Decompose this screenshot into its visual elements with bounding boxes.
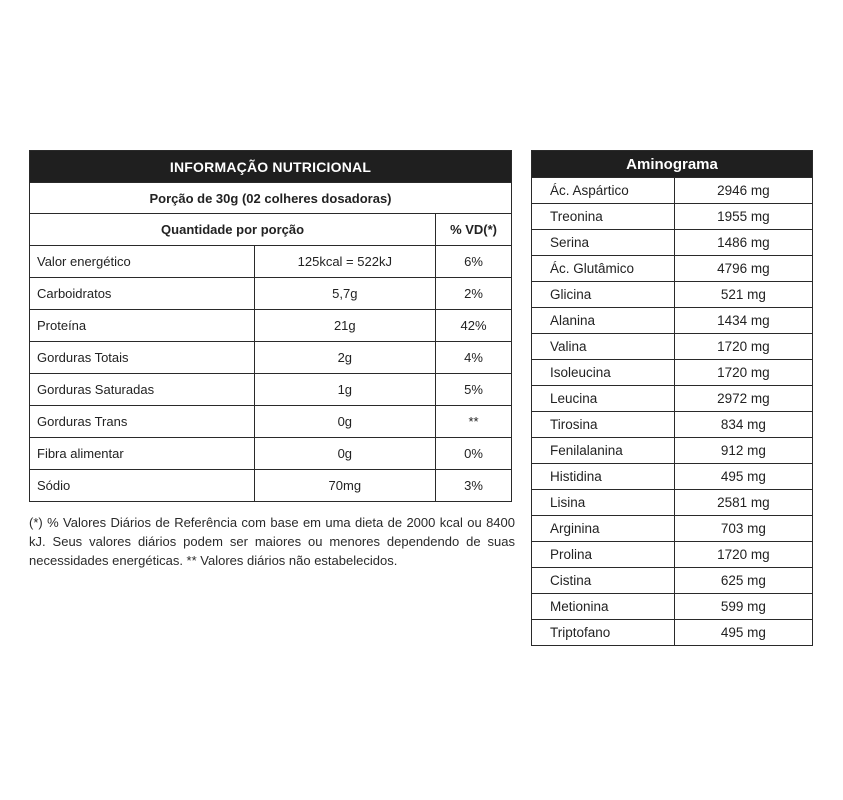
nutrient-quantity: 21g bbox=[254, 310, 436, 342]
amino-value: 1955 mg bbox=[674, 204, 812, 230]
table-row bbox=[30, 278, 512, 310]
amino-value: 912 mg bbox=[674, 438, 812, 464]
amino-value: 1720 mg bbox=[674, 360, 812, 386]
amino-name: Tirosina bbox=[532, 412, 675, 438]
amino-value: 1486 mg bbox=[674, 230, 812, 256]
nutrient-name: Gorduras Totais bbox=[30, 342, 255, 374]
amino-value: 625 mg bbox=[674, 568, 812, 594]
amino-name: Triptofano bbox=[532, 620, 675, 646]
amino-value: 495 mg bbox=[674, 464, 812, 490]
table-row bbox=[532, 490, 813, 516]
table-row bbox=[30, 374, 512, 406]
amino-value: 834 mg bbox=[674, 412, 812, 438]
table-row bbox=[532, 542, 813, 568]
nutrition-table bbox=[29, 150, 512, 502]
amino-name: Leucina bbox=[532, 386, 675, 412]
table-row bbox=[532, 360, 813, 386]
amino-name: Lisina bbox=[532, 490, 675, 516]
amino-name: Glicina bbox=[532, 282, 675, 308]
nutrient-quantity: 5,7g bbox=[254, 278, 436, 310]
table-row bbox=[532, 282, 813, 308]
nutrient-vd: 5% bbox=[436, 374, 512, 406]
table-row bbox=[532, 204, 813, 230]
nutrient-vd: 4% bbox=[436, 342, 512, 374]
nutrient-name: Sódio bbox=[30, 470, 255, 502]
amino-value: 495 mg bbox=[674, 620, 812, 646]
table-row bbox=[532, 178, 813, 204]
nutrient-quantity: 0g bbox=[254, 406, 436, 438]
portion-row bbox=[30, 183, 512, 214]
nutrient-vd: 0% bbox=[436, 438, 512, 470]
nutrient-quantity: 2g bbox=[254, 342, 436, 374]
table-row bbox=[30, 406, 512, 438]
amino-value: 2581 mg bbox=[674, 490, 812, 516]
amino-value: 599 mg bbox=[674, 594, 812, 620]
amino-name: Treonina bbox=[532, 204, 675, 230]
amino-name: Histidina bbox=[532, 464, 675, 490]
table-row bbox=[532, 620, 813, 646]
header-vd: % VD(*) bbox=[436, 214, 512, 246]
amino-value: 1434 mg bbox=[674, 308, 812, 334]
nutrient-name: Carboidratos bbox=[30, 278, 255, 310]
nutrient-vd: 3% bbox=[436, 470, 512, 502]
table-row bbox=[532, 464, 813, 490]
table-row bbox=[532, 334, 813, 360]
aminogram-table bbox=[531, 150, 813, 646]
aminogram-title: Aminograma bbox=[532, 151, 813, 178]
header-quantity: Quantidade por porção bbox=[30, 214, 436, 246]
table-row bbox=[532, 516, 813, 542]
amino-name: Ác. Aspártico bbox=[532, 178, 675, 204]
amino-value: 703 mg bbox=[674, 516, 812, 542]
table-row bbox=[532, 568, 813, 594]
nutrient-name: Valor energético bbox=[30, 246, 255, 278]
nutrition-title-row bbox=[30, 151, 512, 183]
amino-name: Alanina bbox=[532, 308, 675, 334]
nutrient-vd: 2% bbox=[436, 278, 512, 310]
nutrient-vd: 6% bbox=[436, 246, 512, 278]
table-row bbox=[532, 412, 813, 438]
amino-name: Prolina bbox=[532, 542, 675, 568]
table-row bbox=[30, 342, 512, 374]
table-row bbox=[30, 310, 512, 342]
amino-value: 1720 mg bbox=[674, 542, 812, 568]
amino-name: Serina bbox=[532, 230, 675, 256]
amino-value: 1720 mg bbox=[674, 334, 812, 360]
nutrition-header-row bbox=[30, 214, 512, 246]
table-row bbox=[532, 308, 813, 334]
amino-name: Arginina bbox=[532, 516, 675, 542]
table-row bbox=[30, 246, 512, 278]
aminogram-title-row bbox=[532, 151, 813, 178]
amino-name: Fenilalanina bbox=[532, 438, 675, 464]
table-row bbox=[30, 470, 512, 502]
nutrition-footnote: (*) % Valores Diários de Referência com base em uma dieta de 2000 kcal ou 8400 kJ. Seus valores diários podem ser maiores ou menores dependendo de suas necessidades energéticas. ** Valores diários não estabelecidos. bbox=[29, 515, 515, 568]
amino-name: Metionina bbox=[532, 594, 675, 620]
amino-value: 2972 mg bbox=[674, 386, 812, 412]
table-row bbox=[532, 386, 813, 412]
nutrient-quantity: 1g bbox=[254, 374, 436, 406]
nutrient-name: Proteína bbox=[30, 310, 255, 342]
table-row bbox=[532, 256, 813, 282]
amino-name: Valina bbox=[532, 334, 675, 360]
amino-name: Isoleucina bbox=[532, 360, 675, 386]
nutrient-name: Gorduras Trans bbox=[30, 406, 255, 438]
nutrient-name: Fibra alimentar bbox=[30, 438, 255, 470]
nutrient-vd: 42% bbox=[436, 310, 512, 342]
amino-value: 4796 mg bbox=[674, 256, 812, 282]
table-row bbox=[532, 230, 813, 256]
table-row bbox=[30, 438, 512, 470]
amino-value: 2946 mg bbox=[674, 178, 812, 204]
nutrient-quantity: 70mg bbox=[254, 470, 436, 502]
nutrient-vd: ** bbox=[436, 406, 512, 438]
table-row bbox=[532, 594, 813, 620]
amino-name: Cistina bbox=[532, 568, 675, 594]
amino-value: 521 mg bbox=[674, 282, 812, 308]
nutrient-quantity: 125kcal = 522kJ bbox=[254, 246, 436, 278]
table-row bbox=[532, 438, 813, 464]
nutrient-quantity: 0g bbox=[254, 438, 436, 470]
nutrient-name: Gorduras Saturadas bbox=[30, 374, 255, 406]
nutrition-title: INFORMAÇÃO NUTRICIONAL bbox=[30, 151, 512, 183]
amino-name: Ác. Glutâmico bbox=[532, 256, 675, 282]
portion-label: Porção de 30g (02 colheres dosadoras) bbox=[30, 183, 512, 214]
